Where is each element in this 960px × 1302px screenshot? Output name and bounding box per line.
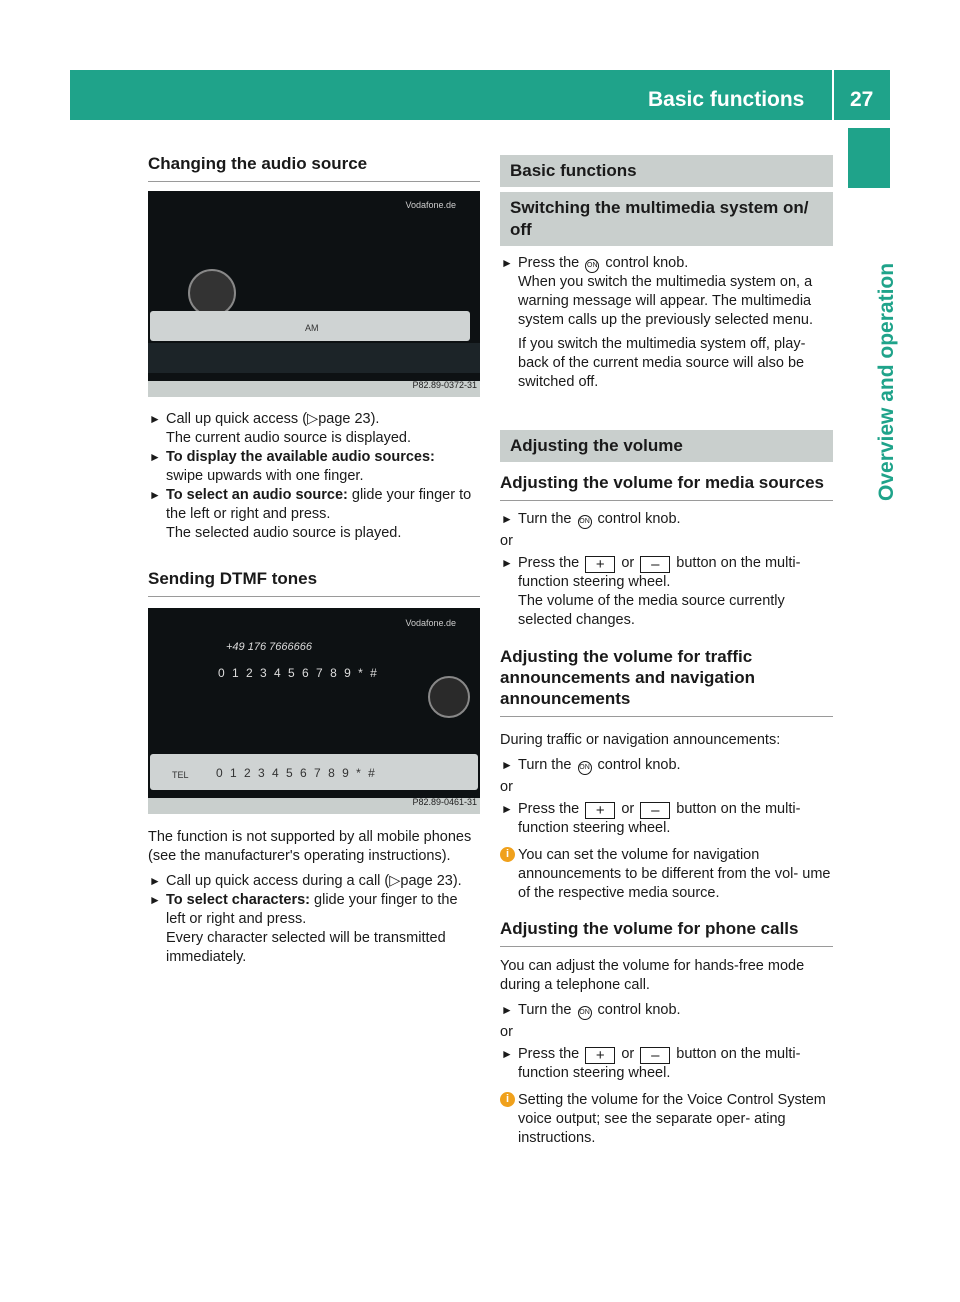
note-text: You can set the volume for navigation announcements to be different from the vol- ume of the respective media source. [518, 847, 831, 901]
step-call-quick-access [148, 410, 480, 448]
control-knob-icon: ON [578, 1006, 592, 1020]
step-result: The selected audio source is played. [166, 525, 402, 541]
step-text: control knob. [597, 757, 681, 773]
operator-label: Vodafone.de [405, 200, 456, 210]
step-text: control knob. [597, 1002, 681, 1018]
or-label: or [500, 1024, 513, 1040]
arrow-bullet-icon: ► [149, 412, 161, 426]
arrow-bullet-icon: ► [149, 874, 161, 888]
side-tab-label: Overview and operation [875, 262, 898, 501]
step-text: Turn the [518, 1002, 572, 1018]
page-ref[interactable]: page 23). [318, 411, 380, 427]
end-call-button[interactable] [428, 676, 470, 718]
step-text: Call up quick access ( [166, 411, 308, 427]
step-result: The volume of the media source currently selected changes. [518, 593, 785, 628]
step-bold: To display the available audio sources: [166, 449, 435, 465]
step-text: or [621, 1046, 635, 1062]
page-ref-triangle-icon: ▷ [389, 873, 401, 889]
arrow-bullet-icon: ► [149, 893, 161, 907]
step-text: Turn the [518, 757, 572, 773]
arrow-bullet-icon: ► [501, 556, 513, 570]
step-turn-knob [500, 1001, 833, 1020]
screenshot-audio-source [148, 191, 480, 397]
operator-label: Vodafone.de [405, 618, 456, 628]
step-text: control knob. [597, 511, 681, 527]
step-display-sources [148, 448, 480, 486]
source-bar [150, 311, 470, 341]
step-result: Every character selected will be transmitted immediately. [166, 930, 446, 965]
arrow-bullet-icon: ► [501, 1003, 513, 1017]
page-ref-triangle-icon: ▷ [307, 411, 319, 427]
info-icon: i [500, 847, 515, 862]
media-source-icon [188, 269, 236, 317]
step-result: The current audio source is displayed. [166, 430, 412, 446]
banner-title: Switching the multimedia system on/ off [510, 198, 809, 239]
section-title-audio-source: Changing the audio source [148, 153, 480, 182]
plus-key-icon: + [585, 556, 615, 573]
banner-switching [500, 192, 833, 246]
band-label: AM [305, 323, 319, 333]
step-text: button on the multi- function steering wheel. [518, 1046, 801, 1081]
control-knob-icon: ON [585, 259, 599, 273]
info-note-voice-control [500, 1091, 833, 1148]
step-bold: To select an audio source: [166, 487, 348, 503]
step-press-buttons [500, 1045, 833, 1083]
step-text: Press the [518, 801, 580, 817]
step-text: button on the multi- function steering wheel. [518, 801, 801, 836]
side-tab-marker [848, 128, 890, 188]
step-quick-access-call [148, 872, 480, 891]
or-label: or [500, 779, 513, 795]
source-list [148, 343, 480, 373]
minus-key-icon: – [640, 556, 670, 573]
step-select-characters [148, 891, 480, 967]
phone-intro: You can adjust the volume for hands-free mode during a telephone call. [500, 958, 805, 993]
control-knob-icon: ON [578, 515, 592, 529]
section-title-dtmf: Sending DTMF tones [148, 568, 480, 597]
figure-caption: P82.89-0372-31 [412, 380, 477, 390]
arrow-bullet-icon: ► [501, 256, 513, 270]
step-turn-knob [500, 510, 833, 529]
onoff-result-2: If you switch the multimedia system off, play- back of the current media source will also be switched off. [518, 336, 806, 390]
header-separator [832, 70, 834, 120]
arrow-bullet-icon: ► [501, 512, 513, 526]
minus-key-icon: – [640, 802, 670, 819]
arrow-bullet-icon: ► [149, 450, 161, 464]
step-text: Press the [518, 255, 580, 271]
step-press-buttons [500, 800, 833, 838]
header-title: Basic functions [648, 88, 805, 111]
right-column [500, 155, 833, 1148]
step-result: When you switch the multimedia system on, a warning message will appear. The multimedia system calls up the previously selected menu. [518, 274, 813, 328]
step-turn-knob [500, 756, 833, 775]
step-text: glide your finger to the left or right and press. [166, 487, 472, 522]
tel-label: TEL [172, 770, 189, 780]
left-column [148, 153, 480, 967]
banner-title: Adjusting the volume [510, 436, 683, 455]
dtmf-digits-top: 0 1 2 3 4 5 6 7 8 9 * # [218, 666, 379, 680]
info-note-navigation [500, 846, 833, 903]
dtmf-bar [150, 754, 478, 790]
step-text: button on the multi- function steering wheel. [518, 555, 801, 590]
step-select-source [148, 486, 480, 543]
control-knob-icon: ON [578, 761, 592, 775]
arrow-bullet-icon: ► [149, 488, 161, 502]
arrow-bullet-icon: ► [501, 1047, 513, 1061]
step-text: Turn the [518, 511, 572, 527]
title-volume-media: Adjusting the volume for media sources [500, 472, 833, 501]
traffic-intro: During traffic or navigation announcements: [500, 732, 781, 748]
dtmf-intro: The function is not supported by all mobile phones (see the manufacturer's operating instructions). [148, 829, 472, 864]
dtmf-digits-bar[interactable]: 0 1 2 3 4 5 6 7 8 9 * # [216, 766, 377, 780]
note-text: Setting the volume for the Voice Control System voice output; see the separate oper- ating instructions. [518, 1092, 826, 1146]
dialed-number: +49 176 7666666 [226, 641, 312, 653]
step-text: or [621, 801, 635, 817]
screenshot-dtmf [148, 608, 480, 814]
banner-title: Basic functions [510, 161, 637, 180]
plus-key-icon: + [585, 802, 615, 819]
or-label: or [500, 533, 513, 549]
step-bold: To select characters: [166, 892, 310, 908]
title-volume-phone: Adjusting the volume for phone calls [500, 918, 833, 947]
arrow-bullet-icon: ► [501, 758, 513, 772]
figure-caption: P82.89-0461-31 [412, 797, 477, 807]
info-icon: i [500, 1092, 515, 1107]
step-text: swipe upwards with one finger. [166, 468, 364, 484]
arrow-bullet-icon: ► [501, 802, 513, 816]
plus-key-icon: + [585, 1047, 615, 1064]
step-text: Press the [518, 1046, 580, 1062]
step-text: glide your finger to the left or right and press. [166, 892, 458, 927]
step-text: Call up quick access during a call ( [166, 873, 390, 889]
minus-key-icon: – [640, 1047, 670, 1064]
side-tab [849, 196, 898, 516]
step-text: Press the [518, 555, 580, 571]
step-text: control knob. [605, 255, 689, 271]
page-number: 27 [850, 88, 874, 111]
page-ref[interactable]: page 23). [400, 873, 462, 889]
step-press-buttons [500, 554, 833, 630]
title-volume-traffic: Adjusting the volume for traffic announcements and navigation announcements [500, 646, 833, 717]
step-text: or [621, 555, 635, 571]
step-press-knob [500, 254, 833, 330]
banner-basic-functions [500, 155, 833, 187]
banner-adjusting-volume [500, 430, 833, 462]
